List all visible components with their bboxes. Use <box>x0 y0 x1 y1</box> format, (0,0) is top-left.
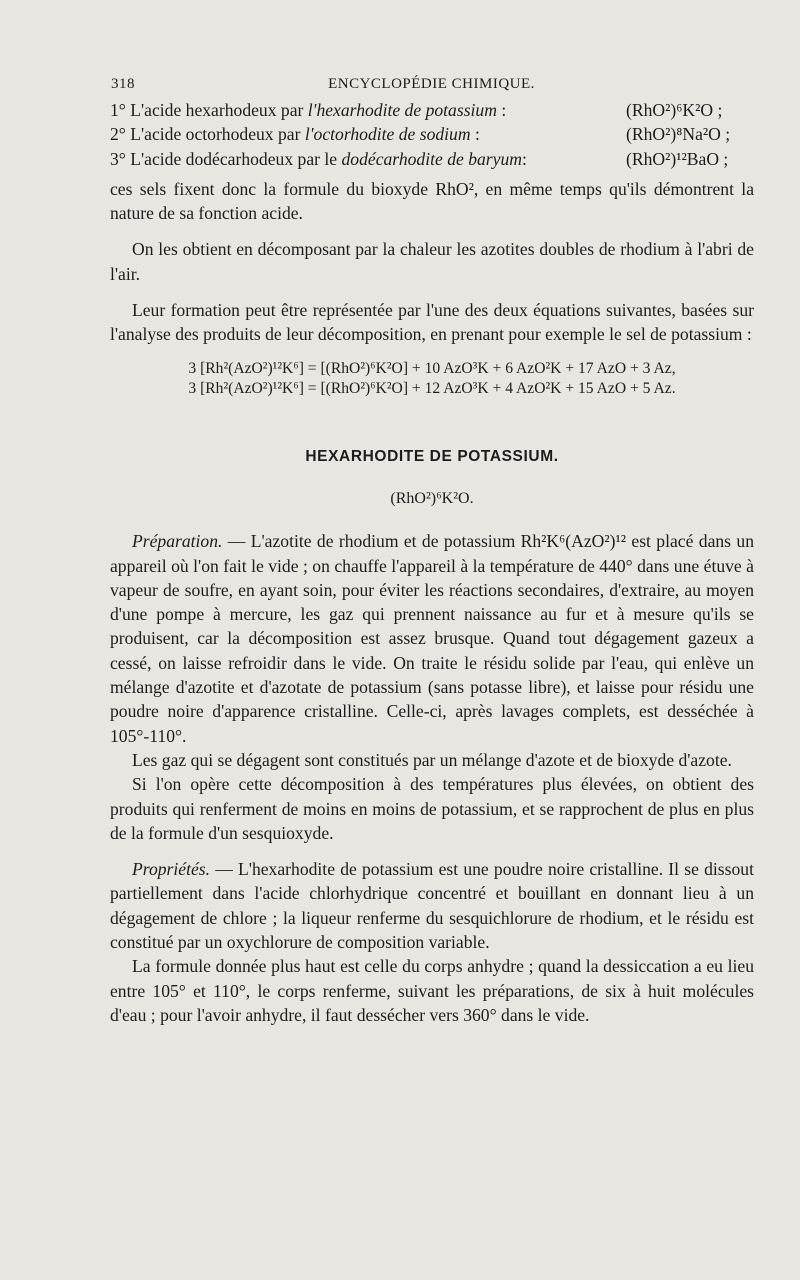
page-number: 318 <box>111 76 135 92</box>
section-title: HEXARHODITE DE POTASSIUM. <box>305 447 559 465</box>
list-item: 2° L'acide octorhodeux par l'octorhodite de sodium : (RhO²)⁸Na²O ; <box>110 122 754 146</box>
paragraph: Leur formation peut être représentée par l'une des deux équations suivantes, basées sur l'analyse des produits de leur décomposition, en prenant pour exemple le sel de potassium : <box>110 300 754 345</box>
paragraph: ces sels fixent donc la formule du bioxyde RhO², en même temps qu'ils démontrent la nature de sa fonction acide. <box>110 178 754 224</box>
properties-label: Propriétés. <box>132 859 211 880</box>
running-header <box>111 76 752 98</box>
section-formula: (RhO²)⁶K²O. <box>390 489 474 507</box>
preparation-label: Préparation. <box>132 531 223 552</box>
running-title: ENCYCLOPÉDIE CHIMIQUE. <box>328 76 535 92</box>
equation: 3 [Rh²(AzO²)¹²K⁶] = [(RhO²)⁶K²O] + 12 AzO³K + 4 AzO²K + 15 AzO + 5 Az. <box>188 379 676 397</box>
list-formula: (RhO²)⁸Na²O ; <box>626 124 731 145</box>
list-item: 1° L'acide hexarhodeux par l'hexarhodite de potassium : (RhO²)⁶K²O ; <box>110 98 754 122</box>
equation: 3 [Rh²(AzO²)¹²K⁶] = [(RhO²)⁶K²O] + 10 AzO³K + 6 AzO²K + 17 AzO + 3 Az, <box>188 359 676 377</box>
list-item: 3° L'acide dodécarhodeux par le dodécarhodite de baryum: (RhO²)¹²BaO ; <box>110 147 754 171</box>
list-formula: (RhO²)⁶K²O ; <box>626 100 723 120</box>
paragraph: On les obtient en décomposant par la chaleur les azotites doubles de rhodium à l'abri de l'air. <box>110 239 754 284</box>
paragraph: La formule donnée plus haut est celle du corps anhydre ; quand la dessiccation a eu lieu entre 105° et 110°, le corps renferme, suivant les préparations, de six à huit molécules d'eau ; pour l'avoir anhydre, il faut dessécher vers 360° dans le vide. <box>110 956 754 1025</box>
preparation-paragraph: Préparation. — L'azotite de rhodium et de potassium Rh²K⁶(AzO²)¹² est placé dans un appareil où l'on fait le vide ; on chauffe l'appareil à la température de 440° dans une étuve à vapeur de soufre, en ayant soin, pour éviter les réactions secondaires, d'extraire, au moyen d'une pompe à mercure, les gaz qui prennent naissance au fur et à mesure qu'ils se produisent, car la décomposition est assez brusque. Quand tout dégagement gazeux a cessé, on laisse refroidir dans le vide. On traite le résidu solide par l'eau, qui enlève un mélange d'azotite et d'azotate de potassium (sans potasse libre), et laisse pour résidu une poudre noire d'apparence cristalline. Celle-ci, après lavages complets, est desséchée à 105°-110°. <box>110 531 754 746</box>
page-body <box>110 98 754 1027</box>
properties-paragraph: Propriétés. — L'hexarhodite de potassium est une poudre noire cristalline. Il se dissout partiellement dans l'acide chlorhydrique concentré et bouillant en donnant lieu à un dégagement de chlore ; la liqueur renferme du sesquichlorure de rhodium, et le résidu est constitué par un oxychlorure de composition variable. <box>110 859 754 953</box>
paragraph: Les gaz qui se dégagent sont constitués par un mélange d'azote et de bioxyde d'azote. <box>132 749 732 770</box>
paragraph: Si l'on opère cette décomposition à des températures plus élevées, on obtient des produits qui renferment de moins en moins de potassium, et se rapprochent de plus en plus de la formule d'un sesquioxyde. <box>110 774 754 843</box>
list-formula: (RhO²)¹²BaO ; <box>626 148 729 169</box>
